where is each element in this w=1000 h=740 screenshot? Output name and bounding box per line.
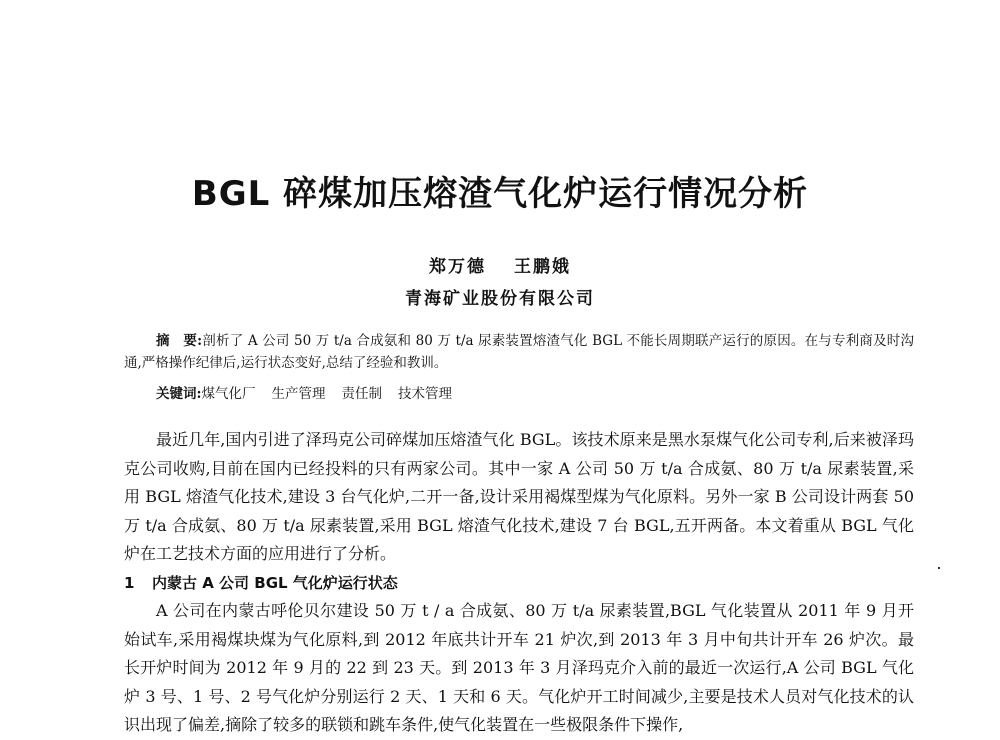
abstract <box>124 330 914 374</box>
keyword: 责任制 <box>341 386 382 402</box>
abstract-label: 摘 要: <box>156 333 203 349</box>
keyword: 生产管理 <box>271 386 326 402</box>
keyword: 煤气化厂 <box>201 386 256 402</box>
author-list <box>0 252 1000 277</box>
keyword: 技术管理 <box>397 386 452 402</box>
section-paragraph: A 公司在内蒙古呼伦贝尔建设 50 万 t / a 合成氨、80 万 t/a 尿素装置,BGL 气化装置从 2011 年 9 月开始试车,采用褐煤块煤为气化原料,到 2012 年底共计开车 21 炉次,到 2013 年 3 月中旬共计开车 26 炉次。最长开炉时间为 2012 年 9 月的 22 到 23 天。到 2013 年 3 月泽玛克介入前的最近一次运行,A 公司 BGL 气化炉 3 号、1 号、2 号气化炉分别运行 2 天、1 天和 6 天。气化炉开工时间减少,主要是技术人员对气化技术的认识出现了偏差,摘除了较多的联锁和跳车条件,使气化装置在一些极限条件下操作, <box>124 601 914 734</box>
section-title: 内蒙古 A 公司 BGL 气化炉运行状态 <box>152 573 398 592</box>
keywords-label: 关键词: <box>156 386 202 402</box>
abstract-text: 剖析了 A 公司 50 万 t/a 合成氨和 80 万 t/a 尿素装置熔渣气化 BGL 不能长周期联产运行的原因。在与专利商及时沟通,严格操作纪律后,运行状态变好,总结了经验和教训。 <box>124 333 914 371</box>
affiliation: 青海矿业股份有限公司 <box>405 289 595 309</box>
section-number: 1 <box>124 573 135 592</box>
scan-speck <box>938 567 940 569</box>
author-name: 郑万德 <box>429 257 486 277</box>
keywords <box>156 384 916 404</box>
body-text <box>124 426 914 740</box>
intro-paragraph: 最近几年,国内引进了泽玛克公司碎煤加压熔渣气化 BGL。该技术原来是黑水泵煤气化公司专利,后来被泽玛克公司收购,目前在国内已经投料的只有两家公司。其中一家 A 公司 50 万 t/a 合成氨、80 万 t/a 尿素装置,采用 BGL 熔渣气化技术,建设 3 台气化炉,二开一备,设计采用褐煤型煤为气化原料。另外一家 B 公司设计两套 50 万 t/a 合成氨、80 万 t/a 尿素装置,采用 BGL 熔渣气化技术,建设 7 台 BGL,五开两备。本文着重从 BGL 气化炉在工艺技术方面的应用进行了分析。 <box>124 430 914 563</box>
paper-title: BGL 碎煤加压熔渣气化炉运行情况分析 <box>191 174 809 214</box>
author-name: 王鹏娥 <box>514 257 571 277</box>
section-heading <box>124 569 914 598</box>
